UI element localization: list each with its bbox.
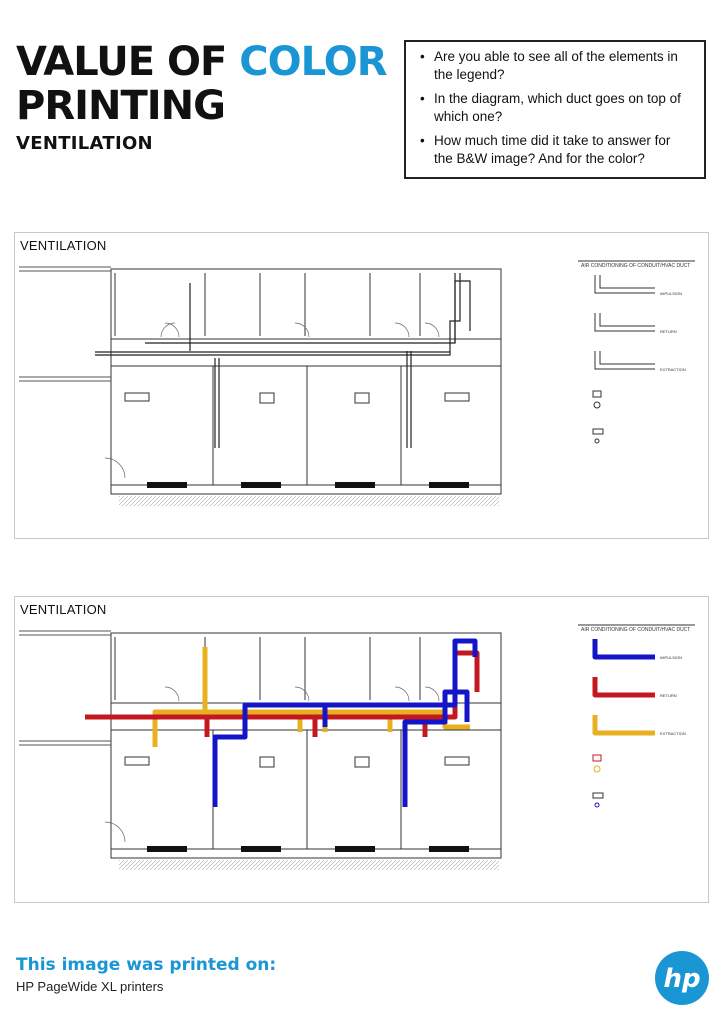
bw-floorplan-panel bbox=[14, 232, 709, 539]
door-swings bbox=[105, 323, 439, 478]
radiators bbox=[125, 393, 469, 403]
terrace-hatch bbox=[119, 496, 499, 506]
legend-impulsion-color: IMPULSION bbox=[660, 655, 683, 660]
bw-panel-title: VENTILATION bbox=[20, 238, 107, 253]
legend-return-color: RETURN bbox=[660, 693, 677, 698]
legend-color bbox=[578, 625, 695, 733]
building-outline bbox=[111, 633, 501, 858]
legend-return-bw: RETURN bbox=[660, 329, 677, 334]
page-title bbox=[16, 40, 387, 128]
color-panel-title: VENTILATION bbox=[20, 602, 107, 617]
footer-printer: HP PageWide XL printers bbox=[16, 979, 164, 994]
title-accent: COLOR bbox=[239, 39, 387, 85]
radiators bbox=[125, 757, 469, 767]
legend-heading-bw: AIR CONDITIONING OF CONDUIT/HVAC DUCT bbox=[581, 263, 691, 269]
legend-impulsion-bw: IMPULSION bbox=[660, 291, 683, 296]
title-part1: VALUE OF bbox=[16, 39, 227, 85]
building-outline bbox=[111, 269, 501, 494]
legend-heading-color: AIR CONDITIONING OF CONDUIT/HVAC DUCT bbox=[581, 627, 691, 633]
legend-extraction-color: EXTRACTION bbox=[660, 731, 686, 736]
color-floorplan-drawing bbox=[15, 597, 710, 904]
legend-bw bbox=[578, 261, 695, 443]
question-1: • Are you able to see all of the elements in the legend? bbox=[420, 48, 692, 84]
question-3: • How much time did it take to answer for the B&W image? And for the color? bbox=[420, 132, 692, 168]
left-wall bbox=[19, 631, 111, 745]
title-line2: PRINTING bbox=[16, 83, 225, 129]
question-2: • In the diagram, which duct goes on top of which one? bbox=[420, 90, 692, 126]
impulsion-ducts bbox=[215, 641, 475, 807]
terrace-hatch bbox=[119, 860, 499, 870]
hp-logo-text: hp bbox=[663, 964, 701, 994]
color-floorplan-panel bbox=[14, 596, 709, 903]
questions-box bbox=[404, 40, 706, 179]
bw-ducts bbox=[95, 273, 470, 448]
page-subtitle: VENTILATION bbox=[16, 133, 153, 154]
footer-printed-on: This image was printed on: bbox=[16, 955, 277, 975]
bw-floorplan-drawing bbox=[15, 233, 710, 540]
hp-logo bbox=[654, 950, 710, 1006]
legend-extraction-bw: EXTRACTION bbox=[660, 367, 686, 372]
left-wall bbox=[19, 267, 111, 381]
